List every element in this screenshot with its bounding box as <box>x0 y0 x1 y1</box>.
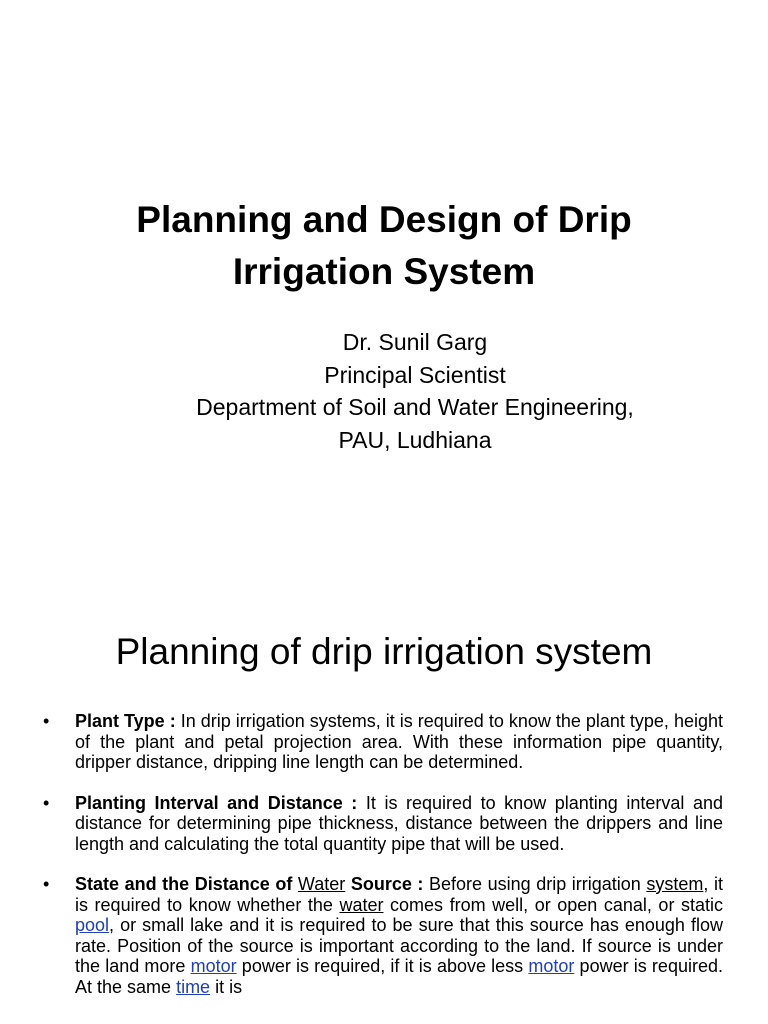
author-role: Principal Scientist <box>324 361 506 388</box>
pool-link[interactable]: pool <box>75 915 110 935</box>
slide-heading: Planning of drip irrigation system <box>115 631 653 672</box>
author-block <box>60 326 768 456</box>
bullet-icon: • <box>43 711 50 731</box>
bullet-term: Plant Type : <box>75 711 176 731</box>
bullet-term: Source : <box>350 874 424 894</box>
bullet-text: comes from well, or open canal, or static <box>383 894 723 915</box>
bullet-text: it is <box>210 976 243 997</box>
water-link[interactable]: water <box>339 894 384 915</box>
water-link[interactable]: Water <box>297 874 346 894</box>
bullet-text: power is required. At the same <box>75 956 723 997</box>
author-name: Dr. Sunil Garg <box>342 329 488 355</box>
bullet-text: Before using drip irrigation <box>423 874 647 894</box>
system-link[interactable]: system <box>646 874 704 894</box>
bullet-icon: • <box>43 792 50 813</box>
bullet-text: power is required, if it is above less <box>236 956 529 976</box>
bullet-list <box>43 711 723 1017</box>
motor-link[interactable]: motor <box>190 956 237 976</box>
author-department: Department of Soil and Water Engineering, <box>196 394 634 420</box>
bullet-icon: • <box>43 874 50 894</box>
bullet-item <box>43 793 723 855</box>
slide-title <box>60 194 708 298</box>
bullet-text: In drip irrigation systems, it is required to know the plant type, height of the plant and petal projection area. With these information pipe quantity, dripper distance, dripping line length can be determined. <box>75 711 723 772</box>
bullet-item <box>43 874 723 997</box>
bullet-text: , it is required to know whether the <box>75 874 723 915</box>
time-link[interactable]: time <box>176 976 211 997</box>
bullet-text: , or small lake and it is required to be sure that this source has enough flow rate. Position of the source is important according to the land. If source is under the land more <box>75 915 723 976</box>
title-line: Irrigation System <box>232 251 536 292</box>
bullet-term: State and the Distance of <box>75 874 293 894</box>
content-slide <box>0 576 768 1024</box>
bullet-item <box>43 711 723 773</box>
author-institution: PAU, Ludhiana <box>338 426 492 453</box>
motor-link[interactable]: motor <box>528 956 575 976</box>
bullet-term: Planting Interval and Distance : <box>75 792 358 813</box>
title-line: Planning and Design of Drip <box>136 199 632 240</box>
bullet-text: It is required to know planting interval and distance for determining pipe thickness, distance between the drippers and line length and calculating the total quantity pipe that will be used. <box>75 792 723 854</box>
